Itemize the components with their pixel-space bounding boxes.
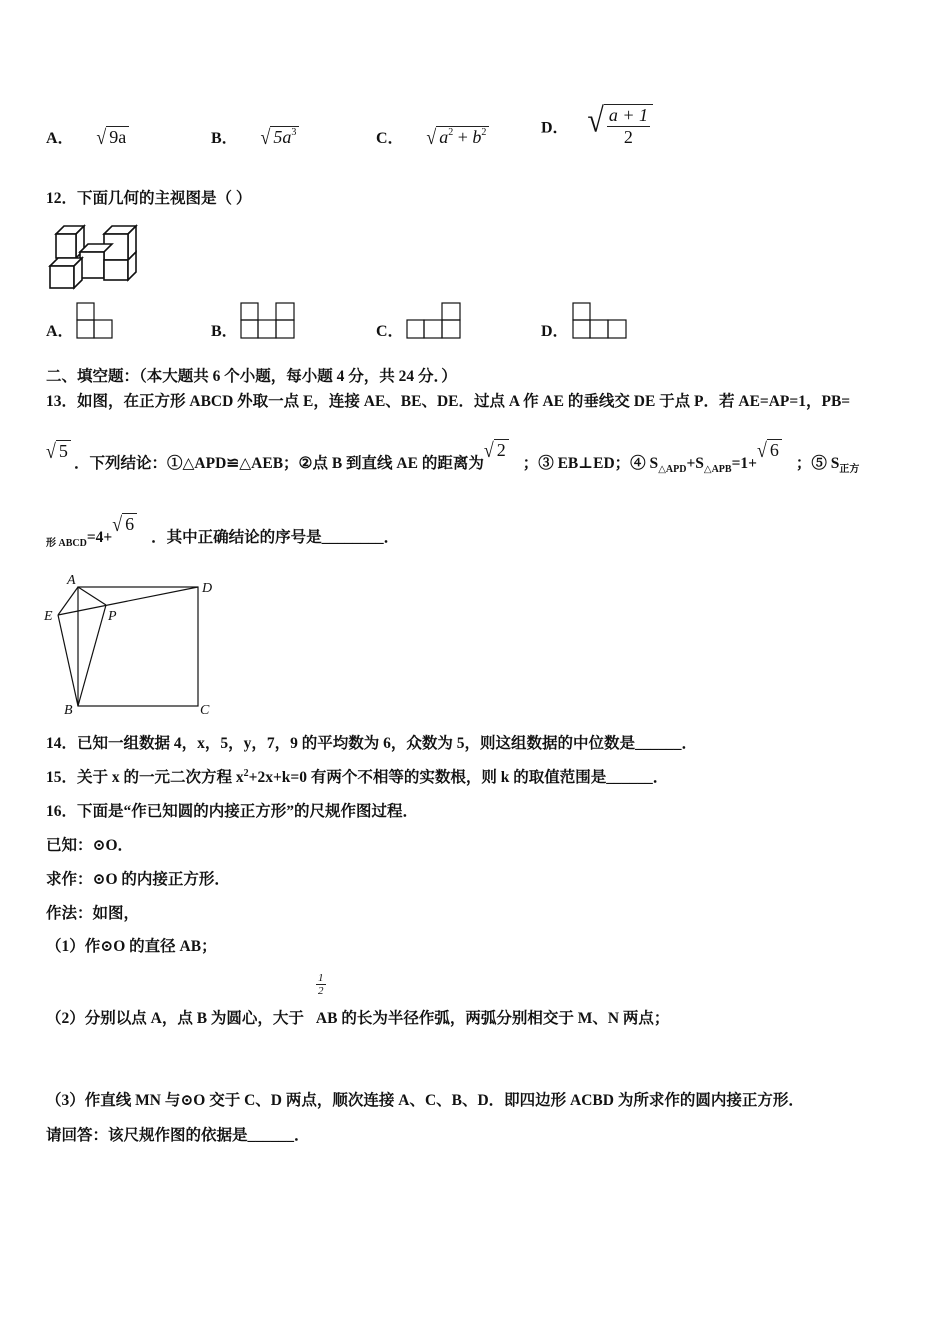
q16-step3: （3）作直线 MN 与⊙O 交于 C、D 两点，顺次连接 A、C、B、D．即四边形 ACBD 为所求作的圆内接正方形． xyxy=(46,1092,804,1109)
q15: 15．关于 x 的一元二次方程 $x^2+2x+k=0$ 有两个不相等的实数根，则 k 的取值范围是______． xyxy=(46,767,669,786)
q16-method: 作法：如图， xyxy=(46,905,140,922)
label-d: D xyxy=(202,581,213,596)
q12-view-c xyxy=(406,302,462,340)
q12-view-b xyxy=(240,302,296,340)
q16-step1: （1）作⊙O 的直径 AB； xyxy=(46,938,217,955)
q14: 14．已知一组数据 4，x，5，y，7，9 的平均数为 6，众数为 5，则这组数据的中位数是______． xyxy=(46,735,698,752)
section-header: 二、填空题：（本大题共 6 个小题，每小题 4 分，共 24 分．） xyxy=(46,368,457,385)
sqrt-expression: √ $\frac{a + 1}{2}$ xyxy=(587,104,653,148)
label-e: E xyxy=(44,609,53,624)
q16-step2: （2）分别以点 A，点 B 为圆心，大于 AB 的长为半径作弧，两弧分别相交于 M、N 两点； xyxy=(46,1010,670,1027)
sqrt-expression: √ $a^2 + b^2$ xyxy=(426,126,489,148)
q11-option-b xyxy=(211,125,299,148)
q11-option-d xyxy=(541,101,653,148)
option-label: A． xyxy=(46,130,74,147)
q16-question: 请回答：该尺规作图的依据是______． xyxy=(46,1127,310,1144)
q12-label-b: B． xyxy=(211,323,238,340)
q13-line1: 13．如图，在正方形 ABCD 外取一点 E，连接 AE、BE、DE．过点 A 作 AE 的垂线交 DE 于点 P．若 AE=AP=1，PB= xyxy=(46,393,851,410)
q12-label-c: C． xyxy=(376,323,404,340)
label-b: B xyxy=(64,703,73,718)
sqrt-expression: √ $5a^3$ xyxy=(260,126,299,148)
half-fraction: $\frac{1}{2}$ xyxy=(318,972,324,997)
q16-known: 已知：⊙O． xyxy=(46,837,134,854)
q13-sqrt5: √ 5 xyxy=(46,440,71,462)
q12-view-a xyxy=(76,302,114,340)
q16-title: 16．下面是“作已知圆的内接正方形”的尺规作图过程． xyxy=(46,803,419,820)
cube-figure xyxy=(46,222,142,294)
label-p: P xyxy=(108,609,117,624)
sqrt-expression: √ 9a xyxy=(96,126,129,148)
q11-option-c xyxy=(376,125,489,148)
q12-label-d: D． xyxy=(541,323,569,340)
q13-line3: $_{形 ABCD}$=4+√ 6．其中正确结论的序号是________． xyxy=(46,512,400,550)
option-label: D． xyxy=(541,119,569,137)
label-a: A xyxy=(67,573,76,588)
q12-label-a: A． xyxy=(46,323,74,340)
q12-stem: 12．下面几何的主视图是（ ） xyxy=(46,190,252,207)
q11-option-a xyxy=(46,125,129,148)
q12-view-d xyxy=(572,302,628,340)
q13-figure xyxy=(40,570,230,724)
q13-line2: ．下列结论：①△APD≌△AEB；②点 B 到直线 AE 的距离为√ 2；③ EB⊥ED；④ $S_{\triangle APD}+S_{\triangle APB}=1+√$ 6；⑤ $S_{正方}$ xyxy=(74,438,860,476)
option-label: C． xyxy=(376,130,404,147)
q16-find: 求作：⊙O 的内接正方形． xyxy=(46,871,230,888)
option-label: B． xyxy=(211,130,238,147)
label-c: C xyxy=(200,703,210,718)
